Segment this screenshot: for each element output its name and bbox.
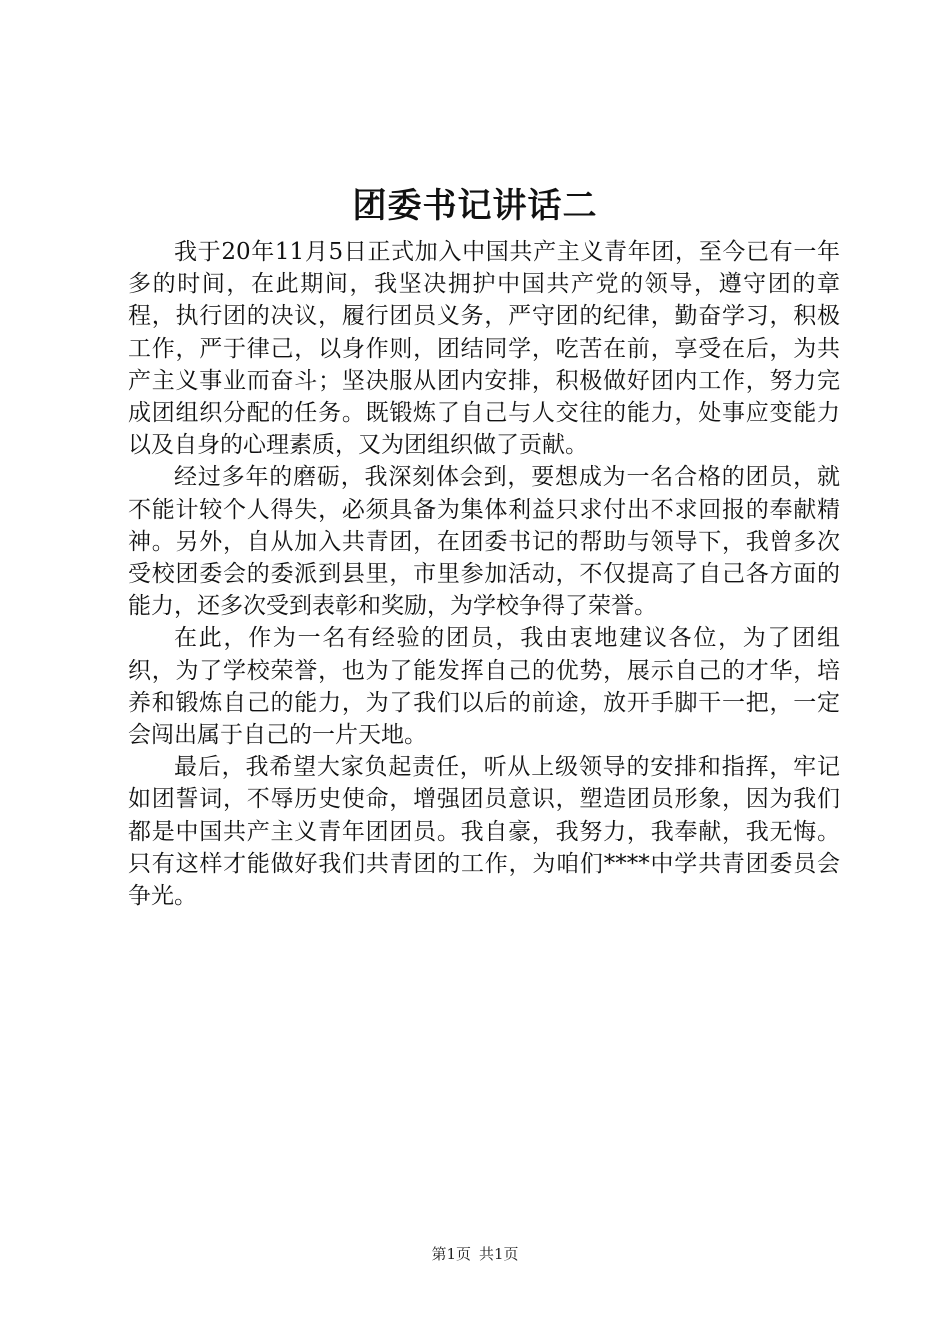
page-footer: [0, 1244, 950, 1264]
paragraph-3: 在此，作为一名有经验的团员，我由衷地建议各位，为了团组织，为了学校荣誉，也为了能发挥自己的优势，展示自己的才华，培养和锻炼自己的能力，为了我们以后的前途，放开手脚干一把，一定会闯出属于自己的一片天地。: [128, 625, 840, 749]
paragraph-1: 我于20年11月5日正式加入中国共产主义青年团，至今已有一年多的时间，在此期间，我坚决拥护中国共产党的领导，遵守团的章程，执行团的决议，履行团员义务，严守团的纪律，勤奋学习，积极工作，严于律己，以身作则，团结同学，吃苦在前，享受在后，为共产主义事业而奋斗；坚决服从团内安排，积极做好团内工作，努力完成团组织分配的任务。既锻炼了自己与人交往的能力，处事应变能力以及自身的心理素质，又为团组织做了贡献。: [128, 239, 840, 459]
page-number-total: 共1页: [479, 1245, 519, 1263]
paragraph-2: 经过多年的磨砺，我深刻体会到，要想成为一名合格的团员，就不能计较个人得失，必须具备为集体利益只求付出不求回报的奉献精神。另外，自从加入共青团，在团委书记的帮助与领导下，我曾多次受校团委会的委派到县里，市里参加活动，不仅提高了自己各方面的能力，还多次受到表彰和奖励，为学校争得了荣誉。: [128, 464, 840, 620]
page-number-current: 第1页: [431, 1245, 471, 1263]
document-body: [128, 236, 840, 912]
document-title: 团委书记讲话二: [352, 186, 598, 226]
paragraph-4: 最后，我希望大家负起责任，听从上级领导的安排和指挥，牢记如团誓词，不辱历史使命，增强团员意识，塑造团员形象，因为我们都是中国共产主义青年团团员。我自豪，我努力，我奉献，我无悔。只有这样才能做好我们共青团的工作，为咱们****中学共青团委员会争光。: [128, 754, 840, 910]
